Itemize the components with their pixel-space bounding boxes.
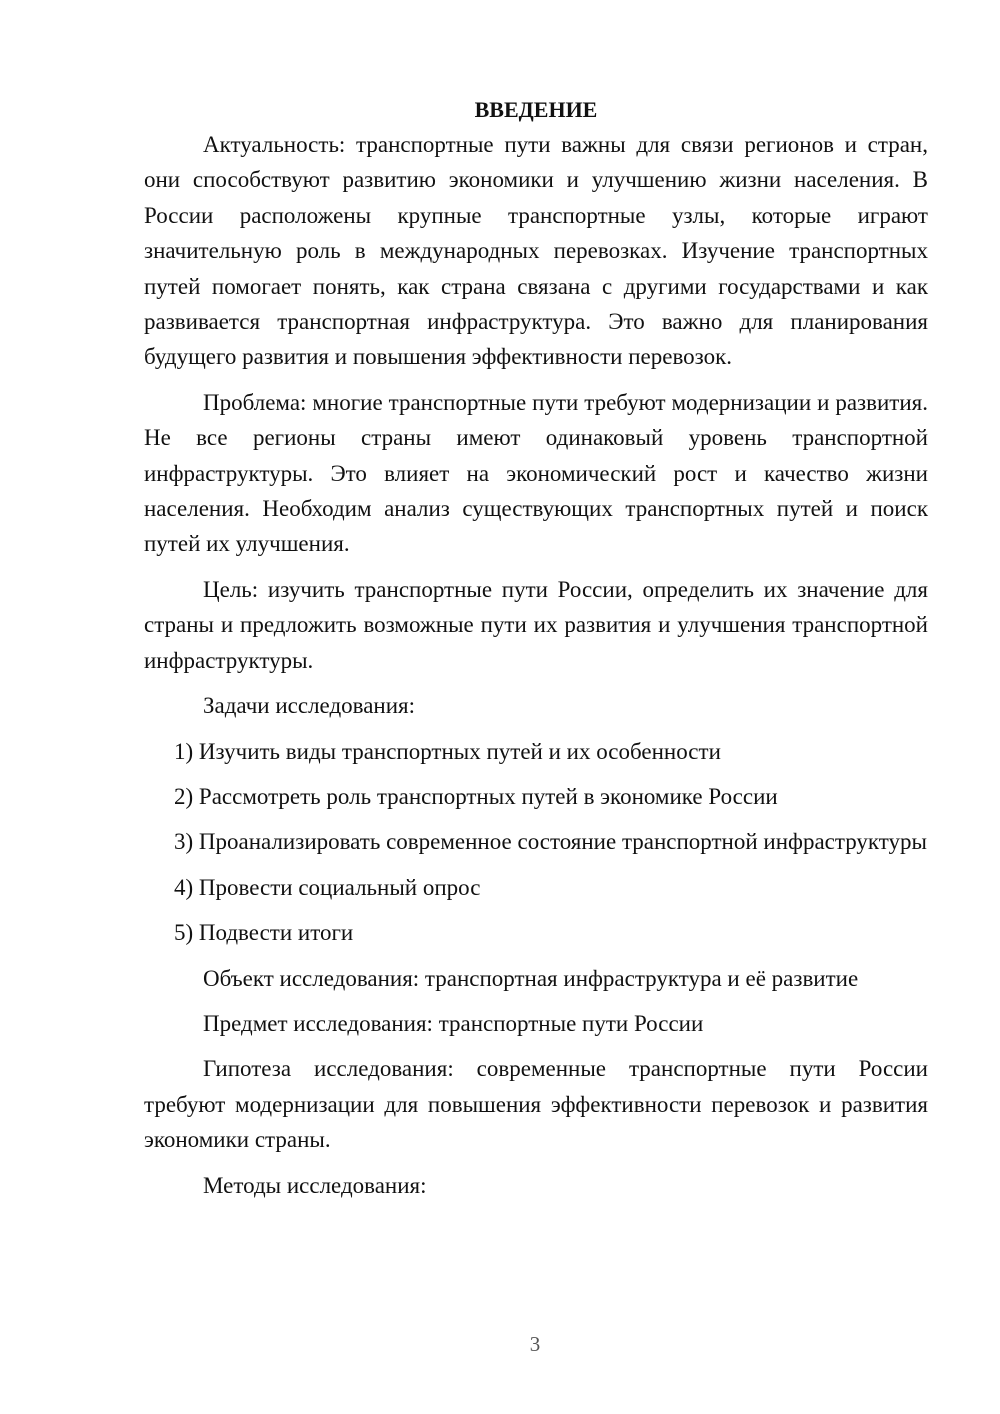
tasks-list (144, 734, 928, 951)
page-number: 3 (529, 1332, 541, 1356)
object-paragraph: Объект исследования: транспортная инфраструктура и её развитие (203, 965, 859, 991)
section-title: ВВЕДЕНИЕ (474, 97, 598, 122)
methods-heading: Методы исследования: (203, 1172, 427, 1198)
task-item-3: 3) Проанализировать современное состояние транспортной инфраструктуры (174, 829, 927, 855)
hypothesis-paragraph: Гипотеза исследования: современные транспортные пути России требуют модернизации для повышения эффективности перевозок и развития экономики страны. (144, 1056, 928, 1153)
task-item-2: 2) Рассмотреть роль транспортных путей в экономике России (174, 783, 778, 809)
task-item-4: 4) Провести социальный опрос (174, 874, 481, 900)
tasks-heading: Задачи исследования: (203, 693, 416, 719)
relevance-paragraph: Актуальность: транспортные пути важны для связи регионов и стран, они способствуют развитию экономики и улучшению жизни населения. В России расположены крупные транспортные узлы, которые играют значительную роль в международных перевозках. Изучение транспортных путей помогает понять, как страна связана с другими государствами и как развивается транспортная инфраструктура. Это важно для планирования будущего развития и повышения эффективности перевозок. (144, 132, 928, 370)
goal-paragraph: Цель: изучить транспортные пути России, определить их значение для страны и предложить возможные пути их развития и улучшения транспортной инфраструктуры. (144, 576, 928, 673)
task-item-5: 5) Подвести итоги (174, 920, 354, 946)
subject-paragraph: Предмет исследования: транспортные пути России (203, 1010, 704, 1036)
task-item-1: 1) Изучить виды транспортных путей и их особенности (174, 738, 721, 764)
problem-paragraph: Проблема: многие транспортные пути требуют модернизации и развития. Не все регионы страны имеют одинаковый уровень транспортной инфраструктуры. Это влияет на экономический рост и качество жизни населения. Необходим анализ существующих транспортных путей и поиск путей их улучшения. (144, 389, 928, 557)
page-content (144, 92, 928, 1203)
